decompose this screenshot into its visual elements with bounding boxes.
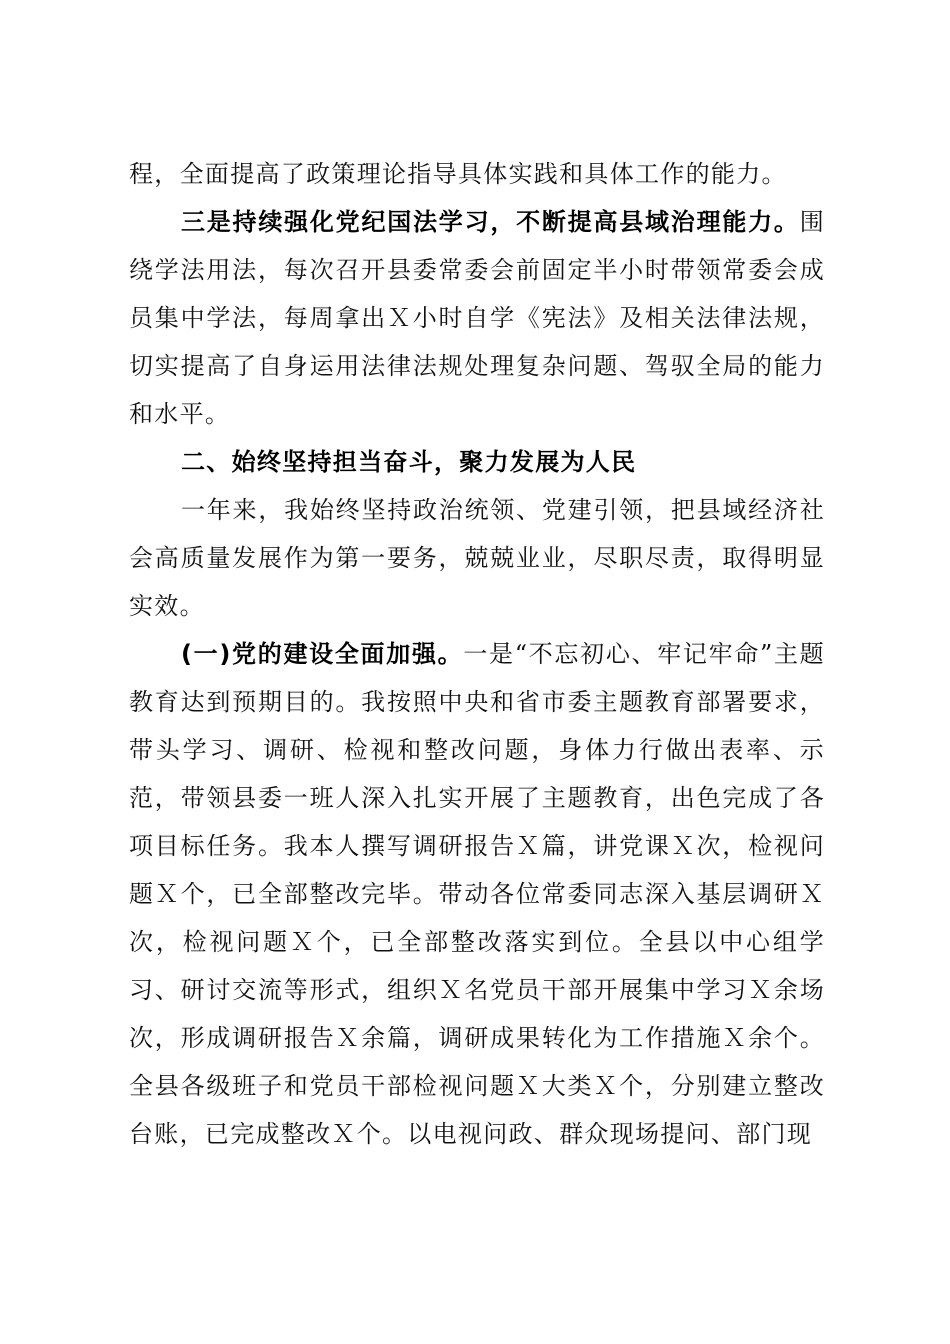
paragraph-body-text: 一是“不忘初心、牢记牢命”主题教育达到预期目的。我按照中央和省市委主题教育部署要求，带头学习、调研、检视和整改问题，身体力行做出表率、示范，带领县委一班人深入扎实开展了主题教育，出色完成了各项目标任务。我本人撰写调研报告Ｘ篇，讲党课Ｘ次，检视问题Ｘ个，已全部整改完毕。带动各位常委同志深入基层调研Ｘ次，检视问题Ｘ个，已全部整改落实到位。全县以中心组学习、研讨交流等形式，组织Ｘ名党员干部开展集中学习Ｘ余场次，形成调研报告Ｘ余篇，调研成果转化为工作措施Ｘ余个。全县各级班子和党员干部检视问题Ｘ大类Ｘ个，分别建立整改台账，已完成整改Ｘ个。以电视问政、群众现场提问、部门现 — [129, 640, 825, 1148]
paragraph-lead-sentence: 三是持续强化党纪国法学习，不断提高县域治理能力。 — [181, 208, 800, 236]
document-body — [129, 150, 825, 1158]
paragraph-continuation: 程，全面提高了政策理论指导具体实践和具体工作的能力。 — [129, 160, 787, 188]
paragraph-body-text: 围绕学法用法，每次召开县委常委会前固定半小时带领常委会成员集中学法，每周拿出Ｘ小时自学《宪法》及相关法律法规，切实提高了自身运用法律法规处理复杂问题、驾驭全局的能力和水平。 — [129, 208, 825, 428]
paragraph-summary: 一年来，我始终坚持政治统领、党建引领，把县域经济社会高质量发展作为第一要务，兢兢业业，尽职尽责，取得明显实效。 — [129, 496, 825, 620]
subsection-title: (一)党的建设全面加强。 — [181, 640, 464, 668]
paragraph-party-building — [129, 630, 825, 1158]
section-heading: 二、始终坚持担当奋斗，聚力发展为人民 — [181, 448, 637, 476]
paragraph-law-study — [129, 198, 825, 438]
